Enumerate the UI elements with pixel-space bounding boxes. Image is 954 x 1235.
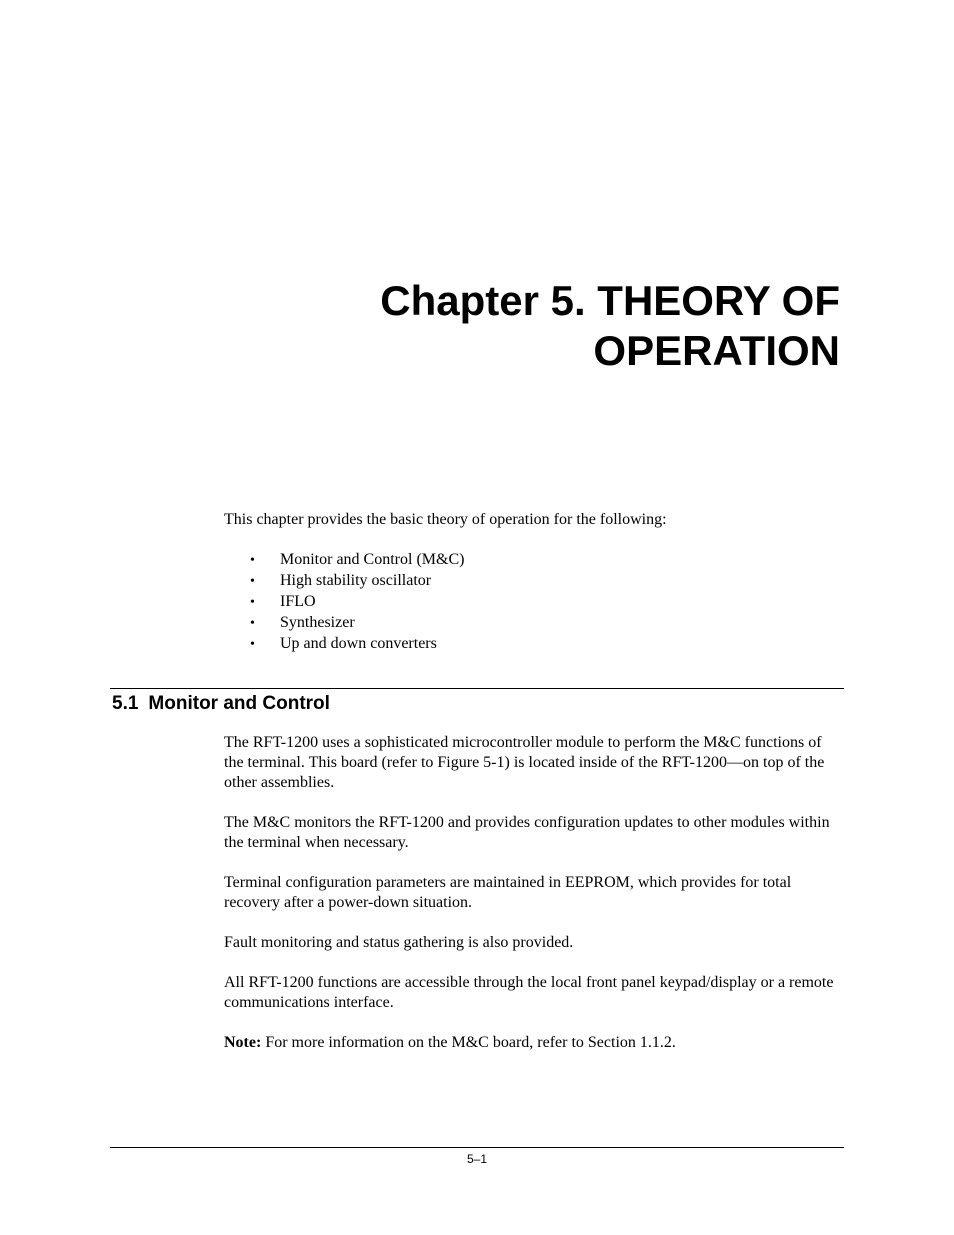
list-item-text: Synthesizer — [280, 614, 355, 631]
section-number: 5.1 — [112, 693, 139, 714]
paragraph: Fault monitoring and status gathering is also provided. — [224, 934, 574, 951]
note-label: Note: — [224, 1034, 262, 1051]
list-item — [250, 550, 464, 571]
list-item-text: IFLO — [280, 593, 316, 610]
bullet-icon: • — [250, 574, 255, 589]
paragraph: Terminal configuration parameters are maintained in EEPROM, which provides for total recovery after a power-down situation. — [224, 874, 792, 911]
bullet-icon: • — [250, 595, 255, 610]
section-divider — [110, 688, 844, 689]
footer-divider — [110, 1147, 844, 1148]
list-item-text: Monitor and Control (M&C) — [280, 551, 465, 568]
list-item — [250, 613, 464, 634]
paragraph: All RFT-1200 functions are accessible through the local front panel keypad/display or a remote communications interface. — [224, 974, 834, 1011]
list-item — [250, 634, 464, 655]
chapter-title — [220, 276, 840, 376]
bullet-icon: • — [250, 616, 255, 631]
bullet-icon: • — [250, 637, 255, 652]
section-heading — [112, 692, 330, 716]
list-item — [250, 592, 464, 613]
chapter-title-line-1: Chapter 5. THEORY OF — [380, 277, 840, 324]
paragraph: The RFT-1200 uses a sophisticated microcontroller module to perform the M&C functions of the terminal. This board (refer to Figure 5-1) is located inside of the RFT-1200—on top of the other assemblies. — [224, 734, 825, 791]
note-paragraph — [224, 1033, 844, 1053]
bullet-icon: • — [250, 553, 255, 568]
list-item-text: Up and down converters — [280, 635, 437, 652]
section-body — [224, 733, 844, 1073]
list-item-text: High stability oscillator — [280, 572, 432, 589]
intro-text: This chapter provides the basic theory of operation for the following: — [224, 511, 667, 528]
page-number: 5–1 — [466, 1152, 488, 1166]
topic-list — [250, 550, 464, 655]
paragraph: The M&C monitors the RFT-1200 and provides configuration updates to other modules within the terminal when necessary. — [224, 814, 830, 851]
list-item — [250, 571, 464, 592]
chapter-title-line-2: OPERATION — [593, 327, 840, 374]
section-title: Monitor and Control — [148, 693, 330, 714]
note-text: For more information on the M&C board, refer to Section 1.1.2. — [261, 1034, 676, 1051]
